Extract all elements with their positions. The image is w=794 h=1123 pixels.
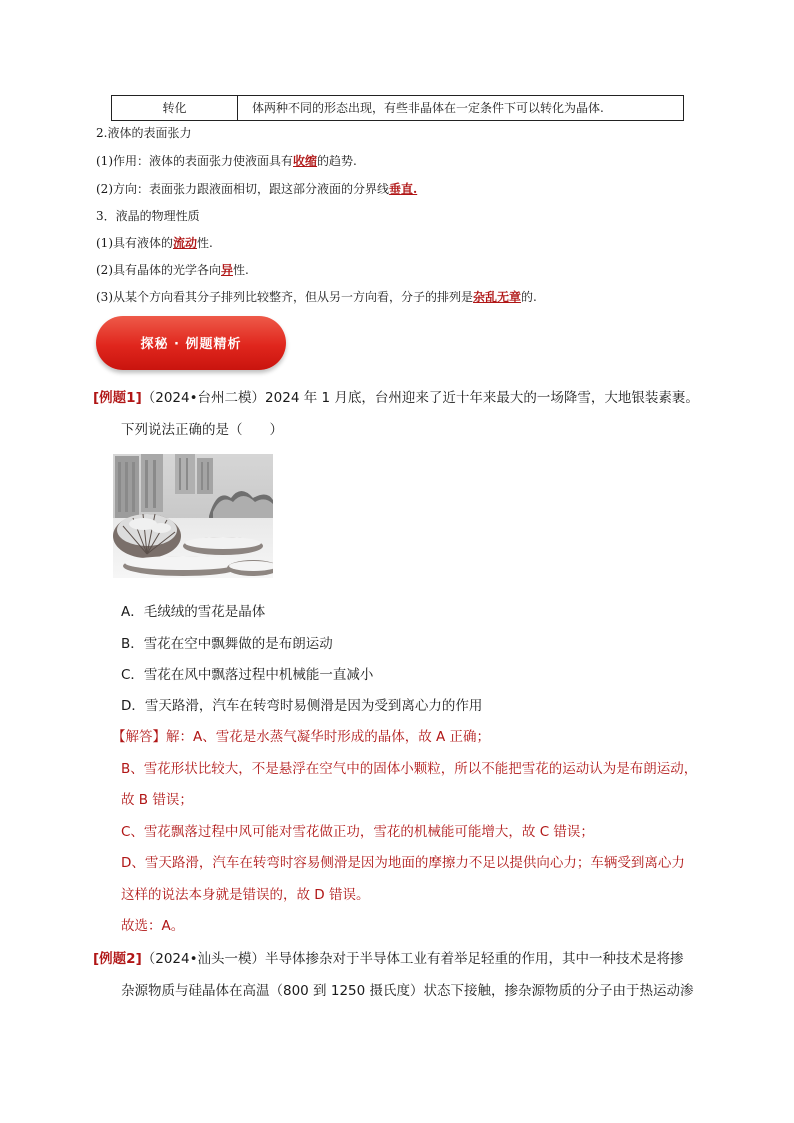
table-cell-text: 体两种不同的形态出现，有些非晶体在一定条件下可以转化为晶体.	[252, 101, 604, 115]
table-row	[111, 95, 684, 121]
example2-label: [例题2]	[93, 951, 142, 967]
section3-item3-keyword: 杂乱无章	[473, 290, 522, 304]
option-b: B．雪花在空中飘舞做的是布朗运动	[121, 636, 333, 652]
answer-line-d1: D、雪天路滑，汽车在转弯时容易侧滑是因为地面的摩擦力不足以提供向心力；车辆受到离心力	[121, 855, 685, 871]
example1-line2: 下列说法正确的是（ ）	[121, 422, 283, 438]
example1-text1: （2024•台州二模）2024 年 1 月底，台州迎来了近十年来最大的一场降雪，大地银装素裹。	[141, 390, 699, 406]
section3-item1-prefix: (1)具有液体的	[96, 236, 173, 250]
option-d: D．雪天路滑，汽车在转弯时易侧滑是因为受到离心力的作用	[121, 698, 483, 714]
section3-item3	[96, 288, 537, 305]
section2-item1-keyword: 收缩	[293, 154, 318, 168]
snow-scene-photo	[113, 454, 273, 578]
section2-item1-suffix: 的趋势.	[317, 154, 357, 168]
answer-a-text: 解：A、雪花是水蒸气凝华时形成的晶体，故 A 正确；	[166, 729, 491, 745]
answer-line-b2: 故 B 错误；	[121, 792, 193, 808]
answer-line-b1: B、雪花形状比较大，不是悬浮在空气中的固体小颗粒，所以不能把雪花的运动认为是布朗运动，	[121, 761, 698, 777]
section3-item1	[96, 234, 213, 251]
example1-label: [例题1]	[93, 390, 142, 406]
section2-title: 2.液体的表面张力	[96, 126, 192, 140]
answer-line-c: C、雪花飘落过程中风可能对雪花做正功，雪花的机械能可能增大，故 C 错误；	[121, 824, 594, 840]
answer-conclusion: 故选：A。	[121, 918, 185, 934]
section3-item2-keyword: 异	[221, 263, 234, 277]
section-banner	[96, 316, 286, 370]
section3-item2-prefix: (2)具有晶体的光学各向	[96, 263, 221, 277]
section3-item1-suffix: 性.	[197, 236, 213, 250]
section2-item2-prefix: (2)方向：表面张力跟液面相切，跟这部分液面的分界线	[96, 182, 390, 196]
example2-text1: （2024•汕头一模）半导体掺杂对于半导体工业有着举足轻重的作用，其中一种技术是将掺	[141, 951, 684, 967]
example2-line2: 杂源物质与硅晶体在高温（800 到 1250 摄氏度）状态下接触，掺杂源物质的分子由于热运动渗	[121, 983, 694, 999]
section3-item3-prefix: (3)从某个方向看其分子排列比较整齐，但从另一方向看，分子的排列是	[96, 290, 474, 304]
option-a: A．毛绒绒的雪花是晶体	[121, 604, 266, 620]
example2-line1	[93, 947, 684, 967]
section3-title: 3．液晶的物理性质	[96, 209, 200, 223]
answer-label: 【解答】	[112, 729, 166, 745]
section3-item3-suffix: 的.	[521, 290, 537, 304]
section3-item2-suffix: 性.	[233, 263, 249, 277]
answer-line-a	[112, 725, 490, 745]
answer-line-d2: 这样的说法本身就是错误的，故 D 错误。	[121, 887, 370, 903]
banner-text: 探秘 · 例题精析	[140, 337, 242, 352]
table-cell-label: 转化	[112, 96, 238, 120]
section2-item2-keyword: 垂直.	[389, 182, 418, 196]
section3-item2	[96, 261, 249, 278]
section2-item2	[96, 180, 417, 197]
section3-item1-keyword: 流动	[173, 236, 198, 250]
section2-item1	[96, 152, 357, 169]
example1-line1	[93, 386, 699, 406]
section2-item1-prefix: (1)作用：液体的表面张力使液面具有	[96, 154, 293, 168]
option-c: C．雪花在风中飘落过程中机械能一直减小	[121, 667, 374, 683]
